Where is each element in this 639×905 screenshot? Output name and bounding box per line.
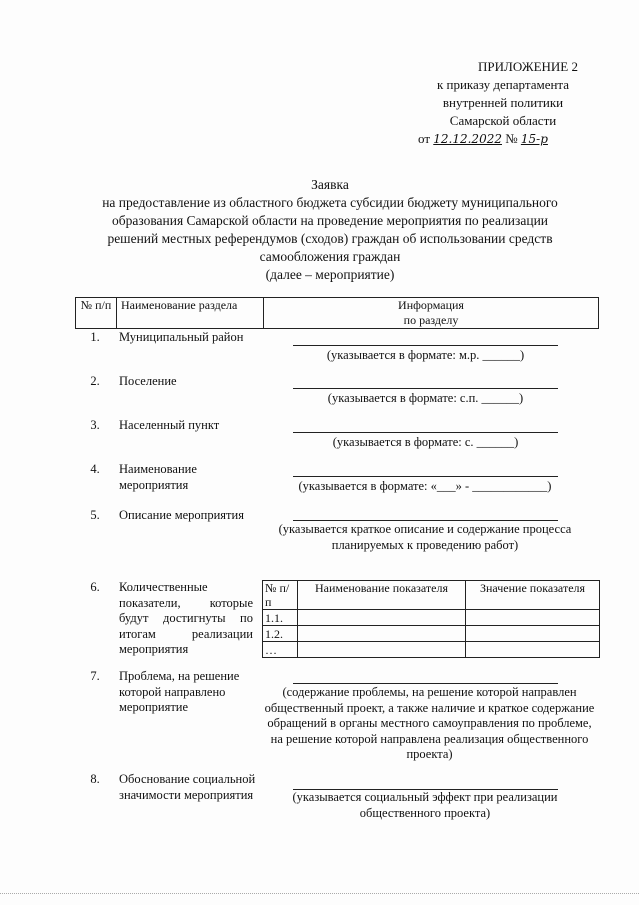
title-heading: Заявка [311,177,349,192]
header-col-info [264,298,599,329]
title-line-1: на предоставление из областного бюджета субсидии бюджету муниципального [102,195,558,210]
title-line-2: образования Самарской области на проведение мероприятия по реализации [111,213,549,228]
title-line-3: решений местных референдумов (сходов) граждан об использовании средств [107,231,553,246]
row-4-hint: (указывается в формате: «___» - ____________) [298,479,552,493]
row-2-name: Поселение [119,374,177,388]
row-1-name: Муниципальный район [119,330,244,344]
row-7-fill-line[interactable] [293,683,558,684]
row-3-name: Населенный пункт [119,418,220,432]
table-row [263,626,600,642]
annex-line-2: внутренней политики [442,95,564,110]
title-line-5: (далее – мероприятие) [265,267,395,282]
annex-number: 15-р [520,132,548,146]
annex-date: 12.12.2022 [433,132,502,146]
indicators-table [262,580,600,658]
annex-title: ПРИЛОЖЕНИЕ 2 [478,59,578,74]
row-4-fill-line[interactable] [293,476,558,477]
row-3-number: 3. [90,418,100,432]
annex-date-line [418,130,598,148]
header-col-number: № п/п [76,298,117,329]
row-1-fill-line[interactable] [293,345,558,346]
title-line-4: самообложения граждан [259,249,401,264]
row-5-name: Описание мероприятия [119,508,244,522]
indicator-row-number: 1.1. [263,610,298,626]
indicator-row-number: … [263,642,298,658]
indicator-row-number: 1.2. [263,626,298,642]
number-prefix: № [505,131,518,146]
row-2-number: 2. [90,374,100,388]
row-7-hint: (содержание проблемы, на решение которой направлен общественный проект, а также наличие и краткое содержание обращений в органы местного самоуправления по проблеме, на решение которой направлена реализация общественного проекта) [264,685,595,761]
row-5-fill-line[interactable] [293,520,558,521]
indicators-col-number: № п/п [263,581,298,610]
indicators-col-name: Наименование показателя [298,581,466,610]
header-info-line-1: Информация [398,298,464,312]
header-info-line-2: по разделу [403,313,459,327]
row-7-number: 7. [90,669,100,683]
document-title [60,176,600,284]
row-3-hint: (указывается в формате: с. ______) [332,435,519,449]
indicators-col-value: Значение показателя [466,581,600,610]
row-8-number: 8. [90,772,100,786]
row-7-name: Проблема, на решение которой направлено мероприятие [119,669,240,714]
header-col-section: Наименование раздела [117,298,264,329]
indicator-value-cell[interactable] [466,610,600,626]
row-3-fill-line[interactable] [293,432,558,433]
indicator-name-cell[interactable] [298,610,466,626]
page-bottom-edge [0,893,639,894]
row-2-hint: (указывается в формате: с.п. ______) [327,391,524,405]
annex-line-1: к приказу департамента [436,77,570,92]
row-1-hint: (указывается в формате: м.р. ______) [326,348,525,362]
row-8-hint: (указывается социальный эффект при реализации общественного проекта) [292,790,558,820]
indicator-value-cell[interactable] [466,642,600,658]
annex-line-3: Самарской области [449,113,557,128]
sections-header-table [75,297,599,329]
row-6-name: Количественные показатели, которые будут достигнуты по итогам реализации мероприятия [119,580,253,656]
row-5-number: 5. [90,508,100,522]
annex-block [408,58,598,148]
indicator-name-cell[interactable] [298,626,466,642]
row-6-number: 6. [90,580,100,594]
row-4-name: Наименование мероприятия [119,462,197,492]
row-5-hint: (указывается краткое описание и содержание процесса планируемых к проведению работ) [278,522,572,552]
indicator-value-cell[interactable] [466,626,600,642]
row-4-number: 4. [90,462,100,476]
row-2-fill-line[interactable] [293,388,558,389]
row-1-number: 1. [90,330,100,344]
table-row [263,642,600,658]
table-row [263,610,600,626]
row-8-name: Обоснование социальной значимости мероприятия [119,772,256,802]
indicator-name-cell[interactable] [298,642,466,658]
date-prefix: от [418,131,431,146]
